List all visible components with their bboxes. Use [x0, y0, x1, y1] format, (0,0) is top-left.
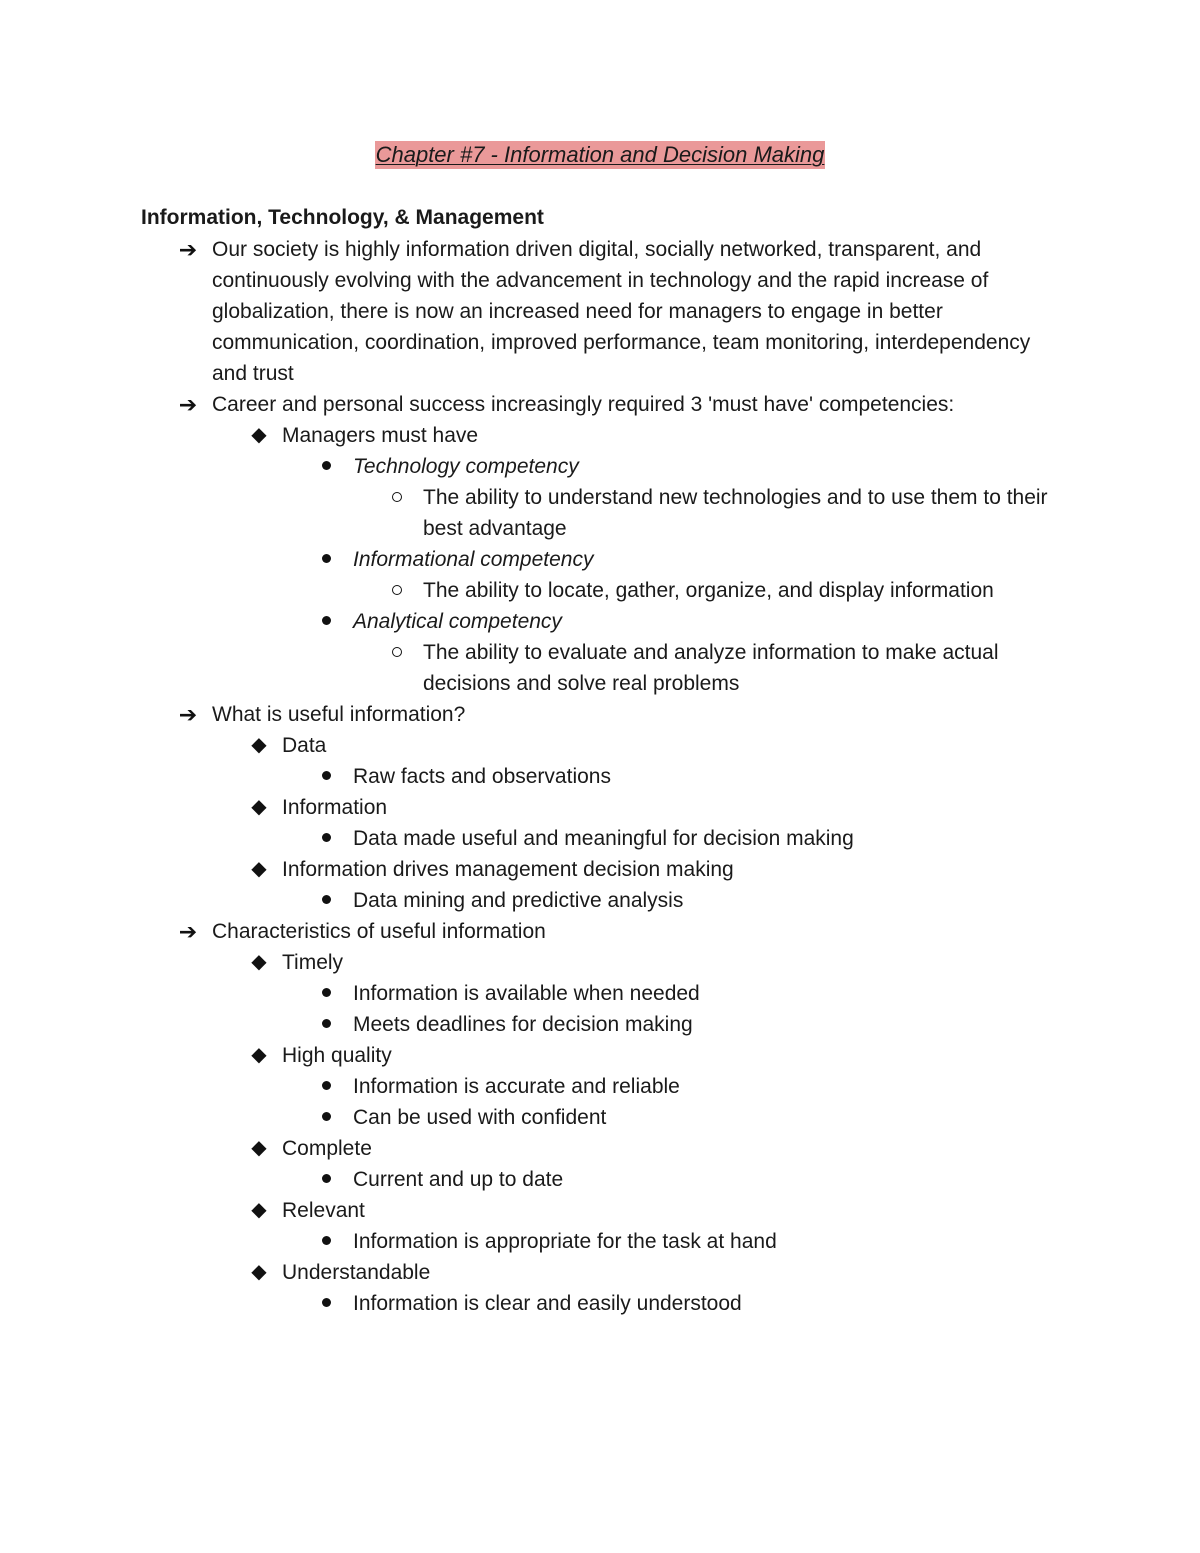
diamond-bullet-icon: ◆	[251, 734, 267, 756]
filled-dot-bullet-icon	[313, 1226, 339, 1257]
outline-item-level-3	[0, 637, 1200, 699]
outline-item-level-2	[0, 1288, 1200, 1319]
outline-item-level-2	[0, 1071, 1200, 1102]
outline-item-text: Information is available when needed	[353, 982, 700, 1005]
diamond-bullet-icon: ◆	[251, 796, 267, 818]
outline-item-level-2	[0, 761, 1200, 792]
outline-item-level-1	[0, 730, 1200, 761]
outline-item-level-1	[0, 1133, 1200, 1164]
arrow-bullet-icon: ➔	[178, 237, 198, 262]
diamond-bullet-icon: ◆	[251, 1137, 267, 1159]
outline-item-text: The ability to evaluate and analyze information to make actual decisions and solve real problems	[423, 641, 999, 695]
filled-dot-bullet-icon	[313, 1102, 339, 1133]
filled-dot-bullet-icon	[313, 1164, 339, 1195]
outline-item-level-2	[0, 978, 1200, 1009]
filled-dot-bullet-icon	[313, 1288, 339, 1319]
outline-item-level-1	[0, 792, 1200, 823]
outline-item-level-0	[0, 234, 1200, 389]
outline-item-level-3	[0, 575, 1200, 606]
outline-item-text: What is useful information?	[212, 703, 466, 726]
filled-dot-bullet-icon	[313, 761, 339, 792]
outline-item-level-1	[0, 947, 1200, 978]
outline-item-text: Analytical competency	[353, 610, 562, 633]
outline-item-level-2	[0, 1164, 1200, 1195]
outline-item-level-0	[0, 389, 1200, 420]
arrow-bullet-icon: ➔	[178, 919, 198, 944]
filled-dot-bullet-icon	[313, 1071, 339, 1102]
outline-item-level-3	[0, 482, 1200, 544]
outline-item-text: High quality	[282, 1044, 392, 1067]
outline-item-text: Our society is highly information driven digital, socially networked, transparent, and continuously evolving with the advancement in technology and the rapid increase of globalization, there is now an increased need for managers to engage in better communication, coordination, improved performance, team monitoring, interdependency and trust	[212, 238, 1031, 385]
outline-item-level-1	[0, 854, 1200, 885]
outline-item-text: Data made useful and meaningful for decision making	[353, 827, 854, 850]
title-container	[0, 141, 1200, 169]
outline-item-text: Informational competency	[353, 548, 594, 571]
outline-item-text: Technology competency	[353, 455, 579, 478]
outline-item-text: Career and personal success increasingly required 3 'must have' competencies:	[212, 393, 955, 416]
filled-dot-bullet-icon	[313, 451, 339, 482]
outline-item-text: Information	[282, 796, 388, 819]
outline-item-level-1	[0, 1195, 1200, 1226]
outline-item-level-2	[0, 606, 1200, 637]
outline-item-level-2	[0, 451, 1200, 482]
outline-item-text: Information drives management decision making	[282, 858, 734, 881]
outline-item-text: Information is clear and easily understood	[353, 1292, 742, 1315]
diamond-bullet-icon: ◆	[251, 1044, 267, 1066]
filled-dot-bullet-icon	[313, 885, 339, 916]
diamond-bullet-icon: ◆	[251, 1199, 267, 1221]
outline-item-level-2	[0, 1102, 1200, 1133]
outline-item-level-2	[0, 885, 1200, 916]
outline-item-text: Relevant	[282, 1199, 365, 1222]
outline-item-level-1	[0, 420, 1200, 451]
outline-list	[0, 234, 1200, 1319]
diamond-bullet-icon: ◆	[251, 858, 267, 880]
outline-item-level-1	[0, 1040, 1200, 1071]
hollow-circle-bullet-icon	[384, 637, 410, 668]
outline-item-text: Managers must have	[282, 424, 479, 447]
outline-item-text: The ability to understand new technologies and to use them to their best advantage	[423, 486, 1048, 540]
outline-item-text: The ability to locate, gather, organize, and display information	[423, 579, 994, 602]
outline-item-level-2	[0, 544, 1200, 575]
outline-item-text: Current and up to date	[353, 1168, 564, 1191]
filled-dot-bullet-icon	[313, 606, 339, 637]
outline-item-text: Understandable	[282, 1261, 431, 1284]
filled-dot-bullet-icon	[313, 978, 339, 1009]
outline-item-level-1	[0, 1257, 1200, 1288]
outline-item-text: Information is accurate and reliable	[353, 1075, 680, 1098]
outline-item-text: Raw facts and observations	[353, 765, 611, 788]
outline-item-text: Data	[282, 734, 327, 757]
section-heading: Information, Technology, & Management	[141, 206, 544, 229]
outline-item-text: Information is appropriate for the task at hand	[353, 1230, 777, 1253]
outline-item-level-2	[0, 1009, 1200, 1040]
diamond-bullet-icon: ◆	[251, 1261, 267, 1283]
outline-item-text: Data mining and predictive analysis	[353, 889, 684, 912]
outline-item-text: Can be used with confident	[353, 1106, 607, 1129]
arrow-bullet-icon: ➔	[178, 392, 198, 417]
outline-item-text: Timely	[282, 951, 344, 974]
hollow-circle-bullet-icon	[384, 482, 410, 513]
outline-item-level-0	[0, 916, 1200, 947]
outline-item-level-2	[0, 1226, 1200, 1257]
diamond-bullet-icon: ◆	[251, 424, 267, 446]
hollow-circle-bullet-icon	[384, 575, 410, 606]
filled-dot-bullet-icon	[313, 1009, 339, 1040]
document-title: Chapter #7 - Information and Decision Making	[375, 142, 825, 167]
filled-dot-bullet-icon	[313, 823, 339, 854]
diamond-bullet-icon: ◆	[251, 951, 267, 973]
outline-item-text: Characteristics of useful information	[212, 920, 546, 943]
outline-item-text: Complete	[282, 1137, 372, 1160]
outline-item-text: Meets deadlines for decision making	[353, 1013, 693, 1036]
outline-item-level-0	[0, 699, 1200, 730]
outline-item-level-2	[0, 823, 1200, 854]
filled-dot-bullet-icon	[313, 544, 339, 575]
arrow-bullet-icon: ➔	[178, 702, 198, 727]
